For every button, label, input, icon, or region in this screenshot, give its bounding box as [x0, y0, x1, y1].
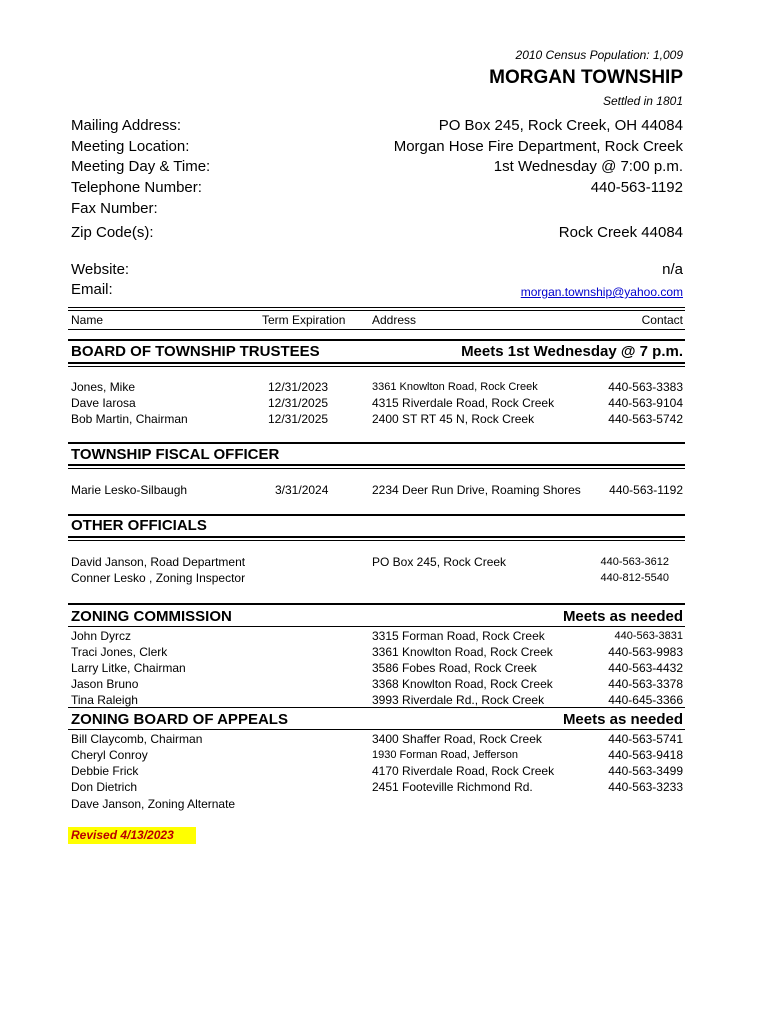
trustee-address: 3361 Knowlton Road, Rock Creek — [372, 381, 538, 393]
trustee-term: 12/31/2025 — [268, 412, 329, 426]
appeals-member-address: 1930 Forman Road, Jefferson — [372, 749, 518, 761]
zoning-member-address: 3368 Knowlton Road, Rock Creek — [372, 677, 553, 691]
divider — [68, 514, 685, 516]
divider — [68, 468, 685, 469]
appeals-member-name: Cheryl Conroy — [71, 748, 148, 762]
section-title-trustees: BOARD OF TOWNSHIP TRUSTEES — [71, 343, 320, 360]
fiscal-officer-name: Marie Lesko-Silbaugh — [71, 483, 188, 497]
appeals-member-address: 4170 Riverdale Road, Rock Creek — [372, 764, 555, 778]
trustee-contact: 440-563-3383 — [608, 380, 683, 394]
section-title-zoning-commission: ZONING COMMISSION — [71, 608, 232, 625]
divider — [68, 540, 685, 541]
fiscal-officer-address: 2234 Deer Run Drive, Roaming Shores — [372, 483, 581, 497]
divider — [68, 536, 685, 538]
zoning-member-address: 3586 Fobes Road, Rock Creek — [372, 661, 537, 675]
appeals-member-name: Dave Janson, Zoning Alternate — [71, 797, 236, 811]
email-label: Email: — [71, 281, 113, 298]
column-header-contact: Contact — [641, 313, 683, 327]
meeting-time-label: Meeting Day & Time: — [71, 158, 211, 175]
column-header-name: Name — [71, 313, 104, 327]
zoning-member-name: Larry Litke, Chairman — [71, 661, 186, 675]
trustee-term: 12/31/2023 — [268, 380, 329, 394]
official-contact: 440-563-3612 — [600, 556, 669, 568]
census-population: 2010 Census Population: 1,009 — [515, 48, 683, 62]
meeting-location-value: Morgan Hose Fire Department, Rock Creek — [393, 138, 683, 155]
zip-value: Rock Creek 44084 — [558, 224, 683, 241]
official-name: Conner Lesko , Zoning Inspector — [71, 571, 246, 585]
official-address: PO Box 245, Rock Creek — [372, 555, 507, 569]
trustee-address: 4315 Riverdale Road, Rock Creek — [372, 396, 555, 410]
appeals-member-name: Bill Claycomb, Chairman — [71, 732, 203, 746]
trustees-meeting-note: Meets 1st Wednesday @ 7 p.m. — [461, 343, 683, 360]
zoning-member-name: Jason Bruno — [71, 677, 139, 691]
trustee-contact: 440-563-5742 — [608, 412, 683, 426]
fiscal-officer-term: 3/31/2024 — [275, 483, 329, 497]
zoning-member-name: Traci Jones, Clerk — [71, 645, 168, 659]
divider — [68, 339, 685, 341]
appeals-member-name: Don Dietrich — [71, 780, 138, 794]
appeals-meeting-note: Meets as needed — [562, 711, 683, 728]
appeals-member-contact: 440-563-3233 — [608, 780, 683, 794]
official-contact: 440-812-5540 — [600, 572, 669, 584]
zoning-member-address: 3361 Knowlton Road, Rock Creek — [372, 645, 553, 659]
section-title-fiscal-officer: TOWNSHIP FISCAL OFFICER — [71, 446, 280, 463]
divider — [68, 307, 685, 308]
trustee-name: Jones, Mike — [71, 380, 136, 394]
zoning-member-name: John Dyrcz — [71, 629, 132, 643]
telephone-label: Telephone Number: — [71, 179, 202, 196]
website-label: Website: — [71, 261, 130, 278]
appeals-member-contact: 440-563-3499 — [608, 764, 683, 778]
zoning-member-contact: 440-563-4432 — [608, 661, 683, 675]
page-title: MORGAN TOWNSHIP — [489, 67, 683, 88]
appeals-member-contact: 440-563-5741 — [608, 732, 683, 746]
zoning-member-address: 3315 Forman Road, Rock Creek — [372, 629, 545, 643]
section-title-other-officials: OTHER OFFICIALS — [71, 517, 207, 534]
divider — [68, 362, 685, 364]
fax-label: Fax Number: — [71, 200, 158, 217]
zoning-member-address: 3993 Riverdale Rd., Rock Creek — [372, 693, 545, 707]
website-value: n/a — [662, 261, 683, 278]
divider — [68, 626, 685, 627]
trustee-term: 12/31/2025 — [268, 396, 329, 410]
telephone-value: 440-563-1192 — [590, 179, 683, 196]
divider — [68, 329, 685, 330]
divider — [68, 310, 685, 311]
mailing-address-value: PO Box 245, Rock Creek, OH 44084 — [438, 117, 683, 134]
email-link[interactable] — [521, 283, 683, 300]
divider — [68, 366, 685, 367]
meeting-location-label: Meeting Location: — [71, 138, 190, 155]
email-link-text[interactable]: morgan.township@yahoo.com — [520, 285, 683, 299]
zoning-meeting-note: Meets as needed — [562, 608, 683, 625]
divider — [68, 707, 685, 708]
official-name: David Janson, Road Department — [71, 555, 246, 569]
trustee-address: 2400 ST RT 45 N, Rock Creek — [372, 412, 535, 426]
zoning-member-contact: 440-645-3366 — [608, 693, 683, 707]
mailing-address-label: Mailing Address: — [71, 117, 182, 134]
divider — [68, 729, 685, 730]
settled-year: Settled in 1801 — [602, 94, 683, 108]
appeals-member-name: Debbie Frick — [71, 764, 139, 778]
fiscal-officer-contact: 440-563-1192 — [609, 483, 683, 497]
zoning-member-contact: 440-563-3831 — [614, 630, 683, 642]
meeting-time-value: 1st Wednesday @ 7:00 p.m. — [493, 158, 683, 175]
divider — [68, 442, 685, 444]
zoning-member-contact: 440-563-9983 — [608, 645, 683, 659]
trustee-contact: 440-563-9104 — [608, 396, 683, 410]
trustee-name: Dave Iarosa — [71, 396, 136, 410]
trustee-name: Bob Martin, Chairman — [71, 412, 188, 426]
zoning-member-contact: 440-563-3378 — [608, 677, 683, 691]
divider — [68, 464, 685, 466]
revised-date: Revised 4/13/2023 — [68, 827, 196, 844]
zip-label: Zip Code(s): — [71, 224, 154, 241]
appeals-member-address: 2451 Footeville Richmond Rd. — [372, 780, 533, 794]
divider — [68, 603, 685, 605]
zoning-member-name: Tina Raleigh — [71, 693, 138, 707]
column-header-address: Address — [372, 313, 417, 327]
appeals-member-address: 3400 Shaffer Road, Rock Creek — [372, 732, 542, 746]
appeals-member-contact: 440-563-9418 — [608, 748, 683, 762]
section-title-zoning-appeals: ZONING BOARD OF APPEALS — [71, 711, 288, 728]
column-header-term: Term Expiration — [262, 313, 346, 327]
